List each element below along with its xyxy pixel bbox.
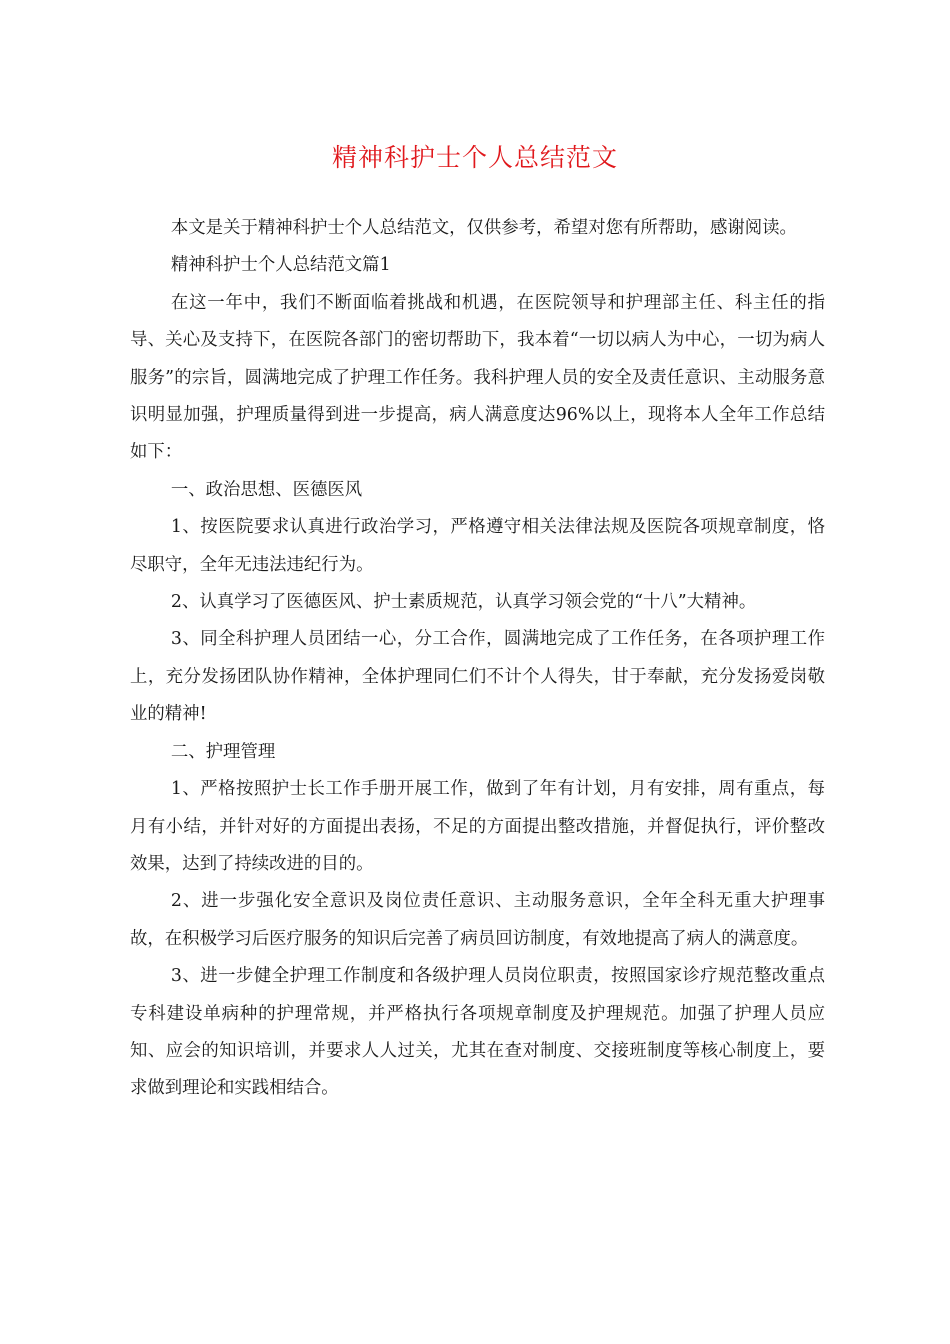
document-title: 精神科护士个人总结范文 xyxy=(331,143,618,172)
opening-paragraph: 在这一年中，我们不断面临着挑战和机遇，在医院领导和护理部主任、科主任的指导、关心及支持下，在医院各部门的密切帮助下，我本着“一切以病人为中心，一切为病人服务”的宗旨，圆满地完成了护理工作任务。我科护理人员的安全及责任意识、主动服务意识明显加强，护理质量得到进一步提高，病人满意度达96%以上，现将本人全年工作总结如下： xyxy=(130,292,825,463)
intro-paragraph: 本文是关于精神科护士个人总结范文，仅供参考，希望对您有所帮助，感谢阅读。 xyxy=(170,218,797,238)
article-subtitle: 精神科护士个人总结范文篇1 xyxy=(170,255,391,276)
section2-item-2: 2、进一步强化安全意识及岗位责任意识、主动服务意识，全年全科无重大护理事故，在积极学习后医疗服务的知识后完善了病员回访制度，有效地提高了病人的满意度。 xyxy=(130,891,825,949)
section-heading-nursing-management: 二、护理管理 xyxy=(170,741,276,762)
section2-item-3: 3、进一步健全护理工作制度和各级护理人员岗位职责，按照国家诊疗规范整改重点专科建设单病种的护理常规，并严格执行各项规章制度及护理规范。加强了护理人员应知、应会的知识培训，并要求人人过关，尤其在查对制度、交接班制度等核心制度上，要求做到理论和实践相结合。 xyxy=(130,966,825,1099)
section2-item-1: 1、严格按照护士长工作手册开展工作，做到了年有计划，月有安排，周有重点，每月有小结，并针对好的方面提出表扬，不足的方面提出整改措施，并督促执行，评价整改效果，达到了持续改进的目的。 xyxy=(130,779,825,874)
section-heading-politics: 一、政治思想、医德医风 xyxy=(170,479,363,500)
section1-item-1: 1、按医院要求认真进行政治学习，严格遵守相关法律法规及医院各项规章制度，恪尽职守，全年无违法违纪行为。 xyxy=(130,517,825,575)
section1-item-3: 3、同全科护理人员团结一心，分工合作，圆满地完成了工作任务，在各项护理工作上，充分发扬团队协作精神，全体护理同仁们不计个人得失，甘于奉献，充分发扬爱岗敬业的精神! xyxy=(130,629,825,725)
document-body xyxy=(130,210,825,1108)
section1-item-2: 2、认真学习了医德医风、护士素质规范，认真学习领会党的“十八”大精神。 xyxy=(170,592,757,613)
